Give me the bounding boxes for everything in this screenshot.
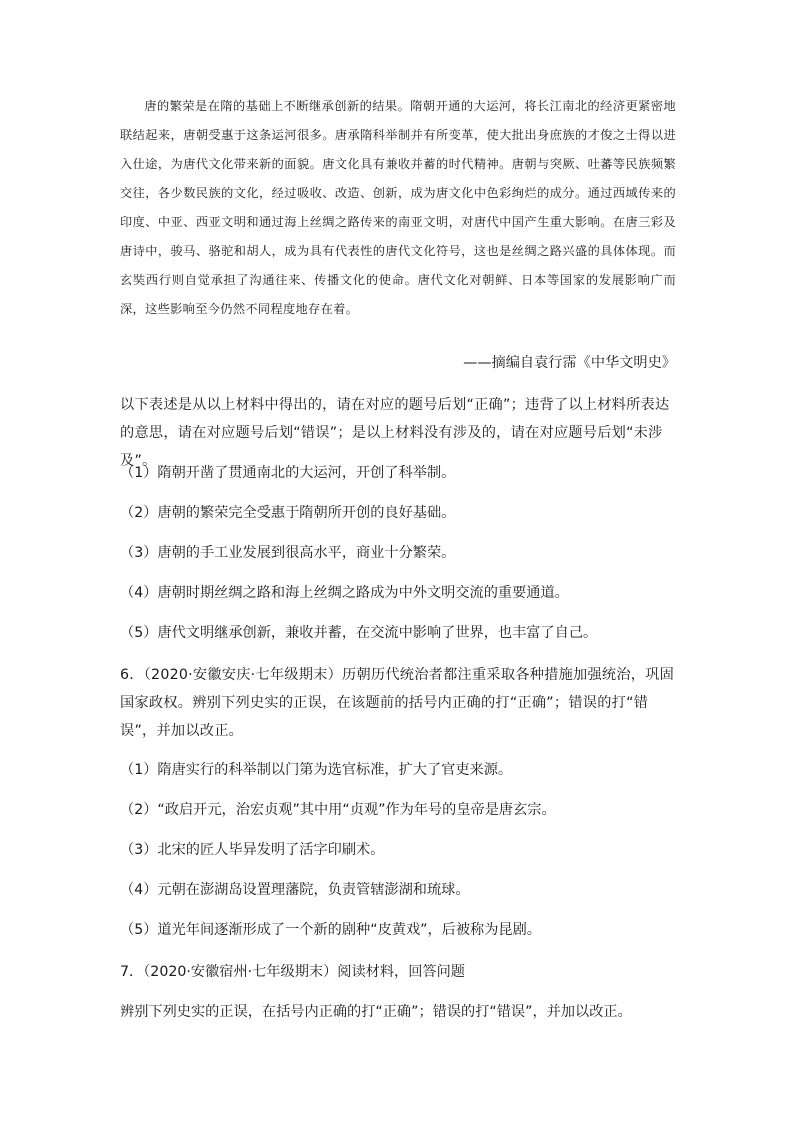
question6-stem: 6．（2020·安徽安庆·七年级期末）历朝历代统治者都注重采取各种措施加强统治，巩固国家政权。辨别下列史实的正误，在该题前的括号内正确的打“正确”；错误的打“错误”，并加以改正。	[120, 667, 675, 739]
question6-item-5: （5）道光年间逐渐形成了一个新的剧种“皮黄戏”，后被称为昆剧。	[120, 922, 541, 938]
question6-item-2: （2）“政启开元，治宏贞观”其中用“贞观”作为年号的皇帝是唐玄宗。	[120, 802, 556, 818]
reading-passage: 唐的繁荣是在隋的基础上不断继承创新的结果。隋朝开通的大运河，将长江南北的经济更紧密地联结起来，唐朝受惠于这条运河很多。唐承隋科举制并有所变革，使大批出身庶族的才俊之士得以进入仕途，为唐代文化带来新的面貌。唐文化具有兼收并蓄的时代精神。唐朝与突厥、吐蕃等民族频繁交往，各少数民族的文化，经过吸收、改造、创新，成为唐文化中色彩绚烂的成分。通过西域传来的印度、中亚、西亚文明和通过海上丝绸之路传来的南亚文明，对唐代中国产生重大影响。在唐三彩及唐诗中，骏马、骆驼和胡人，成为具有代表性的唐代文化符号，这也是丝绸之路兴盛的具体体现。而玄奘西行则自觉承担了沟通往来、传播文化的使命。唐代文化对朝鲜、日本等国家的发展影响广而深，这些影响至今仍然不同程度地存在着。	[120, 99, 676, 316]
question6-item-4: （4）元朝在澎湖岛设置理藩院，负责管辖澎湖和琉球。	[120, 882, 470, 898]
question5-item-3: （3）唐朝的手工业发展到很高水平，商业十分繁荣。	[120, 545, 456, 561]
question6-item-1: （1）隋唐实行的科举制以门第为选官标准，扩大了官吏来源。	[120, 762, 513, 778]
passage-source: ——摘编自袁行霈《中华文明史》	[463, 355, 676, 371]
question5-instruction: 以下表述是从以上材料中得出的，请在对应的题号后划“正确”；违背了以上材料所表达的意思，请在对应题号后划“错误”；是以上材料没有涉及的，请在对应题号后划“未涉及”。	[120, 397, 670, 469]
question6-item-3: （3）北宋的匠人毕异发明了活字印刷术。	[120, 842, 385, 858]
question5-item-1: （1）隋朝开凿了贯通南北的大运河，开创了科举制。	[120, 465, 456, 481]
question5-item-4: （4）唐朝时期丝绸之路和海上丝绸之路成为中外文明交流的重要通道。	[120, 585, 569, 601]
question5-item-5: （5）唐代文明继承创新，兼收并蓄，在交流中影响了世界，也丰富了自己。	[120, 625, 598, 641]
question7-instruction: 辨别下列史实的正误，在括号内正确的打“正确”；错误的打“错误”，并加以改正。	[120, 1004, 632, 1020]
question7-stem: 7．（2020·安徽宿州·七年级期末）阅读材料，回答问题	[120, 964, 465, 980]
question5-item-2: （2）唐朝的繁荣完全受惠于隋朝所开创的良好基础。	[120, 505, 456, 521]
